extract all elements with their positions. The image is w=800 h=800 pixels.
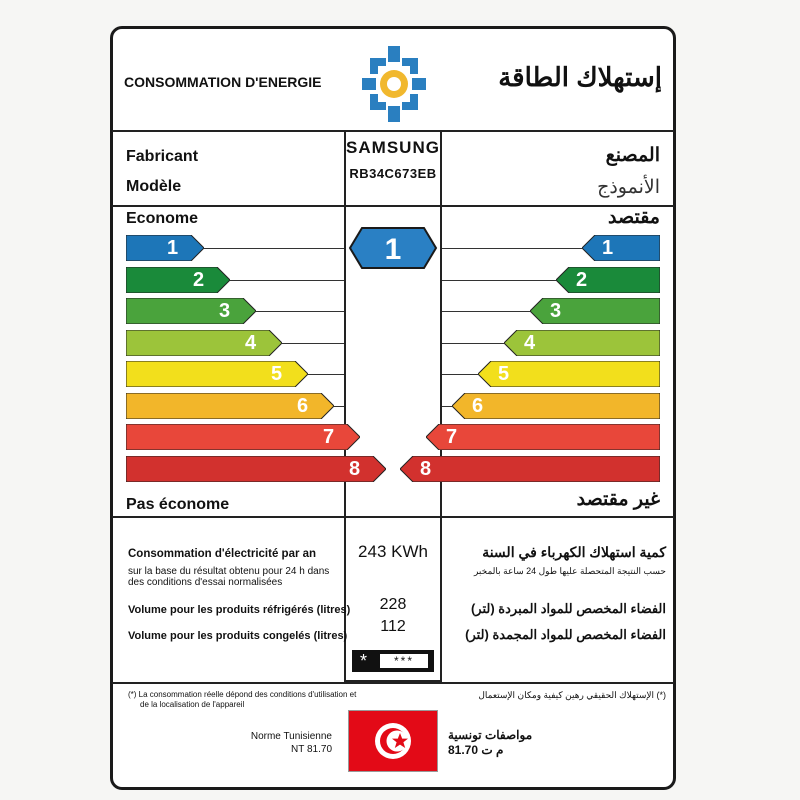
scale-bar-right-label: 5 xyxy=(498,363,510,385)
tunisia-energy-logo-icon xyxy=(358,44,430,124)
footnote-fr-1: (*) La consommation réelle dépond des conditions d'utilisation et xyxy=(128,690,357,699)
scale-bar-left-8 xyxy=(126,456,386,482)
scale-guide-right xyxy=(442,374,478,375)
footnote-fr-2: de la localisation de l'appareil xyxy=(140,700,245,709)
scale-bar-left-label: 3 xyxy=(219,300,231,322)
freezer-volume-label-ar: الفضاء المخصص للمواد المجمدة (لتر) xyxy=(465,627,666,642)
rating-value: 1 xyxy=(384,233,402,266)
scale-guide-right xyxy=(442,248,582,249)
norm-ar xyxy=(448,728,532,758)
divider-scale-top xyxy=(112,205,674,207)
divider-footnote xyxy=(112,682,674,684)
norm-ar-line-2: م ت 81.70 xyxy=(448,743,504,757)
norm-fr-line-2: NT 81.70 xyxy=(291,744,332,755)
manufacturer-label-fr: Fabricant xyxy=(126,148,199,165)
scale-guide-right xyxy=(442,406,452,407)
scale-bar-right-label: 4 xyxy=(524,332,536,354)
consumption-note-ar: حسب النتيجة المتحصلة عليها طول 24 ساعة بالمخبر xyxy=(473,566,666,576)
scale-bar-left-7 xyxy=(126,424,360,450)
scale-bar-left-label: 7 xyxy=(323,426,335,448)
scale-bar-right-7 xyxy=(426,424,660,450)
scale-bar-right-label: 1 xyxy=(602,237,614,259)
scale-bar-right-label: 6 xyxy=(472,395,484,417)
consumption-note-fr-1: sur la base du résultat obtenu pour 24 h dans xyxy=(128,566,330,577)
scale-guide-left xyxy=(230,280,344,281)
scale-bar-right-8 xyxy=(400,456,660,482)
scale-bar-right-1 xyxy=(582,235,660,261)
fridge-volume-label-fr: Volume pour les produits réfrigérés (litres) xyxy=(128,604,351,616)
inefficient-label-fr: Pas économe xyxy=(126,496,230,513)
scale-bar-right-label: 3 xyxy=(550,300,562,322)
scale-bar-right-label: 8 xyxy=(420,458,432,480)
scale-bar-right-5 xyxy=(478,361,660,387)
model-label-ar: الأنموذج xyxy=(597,177,660,198)
scale-bar-left-label: 4 xyxy=(245,332,257,354)
scale-bar-left-label: 5 xyxy=(271,363,283,385)
scale-guide-left xyxy=(282,343,344,344)
fridge-volume-label-ar: الفضاء المخصص للمواد المبردة (لتر) xyxy=(470,601,666,616)
freezer-big-star-icon: * xyxy=(360,651,368,671)
model-value: RB34C673EB xyxy=(349,166,437,181)
freezer-star-rating xyxy=(352,650,434,672)
consumption-label-fr: Consommation d'électricité par an xyxy=(128,548,317,560)
scale-bar-right-label: 2 xyxy=(576,269,588,291)
scale-bar-left-1 xyxy=(126,235,204,261)
scale-bar-right-3 xyxy=(530,298,660,324)
consumption-label-ar: كمية استهلاك الكهرباء في السنة xyxy=(482,544,666,560)
scale-guide-right xyxy=(442,280,556,281)
scale-guide-left xyxy=(334,406,344,407)
scale-guide-left xyxy=(256,311,344,312)
scale-guide-right xyxy=(442,311,530,312)
scale-bar-left-3 xyxy=(126,298,256,324)
efficient-label-ar: مقتصد xyxy=(608,207,660,228)
scale-bar-right-2 xyxy=(556,267,660,293)
scale-bar-right-label: 7 xyxy=(446,426,458,448)
norm-ar-line-1: مواصفات تونسية xyxy=(448,728,533,742)
scale-bar-right-4 xyxy=(504,330,660,356)
scale-bar-left-label: 6 xyxy=(297,395,309,417)
scale-guide-left xyxy=(308,374,344,375)
freezer-volume-value: 112 xyxy=(380,618,406,635)
scale-bar-left-label: 1 xyxy=(167,237,179,259)
scale-bar-left-4 xyxy=(126,330,282,356)
title-french: CONSOMMATION D'ENERGIE xyxy=(124,74,322,90)
efficient-label-fr: Econome xyxy=(126,210,199,227)
rating-arrow xyxy=(348,226,438,275)
scale-bar-left-label: 2 xyxy=(193,269,205,291)
manufacturer-label-ar: المصنع xyxy=(605,145,660,166)
consumption-value: 243 KWh xyxy=(358,542,428,561)
freezer-small-stars-icon: *** xyxy=(380,654,428,668)
scale-bar-left-2 xyxy=(126,267,230,293)
scale-bar-left-label: 8 xyxy=(349,458,361,480)
freezer-volume-label-fr: Volume pour les produits congelés (litres) xyxy=(128,630,348,642)
consumption-note-fr-2: des conditions d'essai normalisées xyxy=(128,577,283,588)
title-arabic: إستهلاك الطاقة xyxy=(498,62,662,92)
norm-fr xyxy=(214,730,332,756)
scale-bar-left-6 xyxy=(126,393,334,419)
footnote-ar: (*) الإستهلاك الحقيقي رهين كيفية ومكان الإستعمال xyxy=(478,690,666,700)
model-label-fr: Modèle xyxy=(126,178,182,195)
scale-guide-left xyxy=(204,248,344,249)
fridge-volume-value: 228 xyxy=(379,596,407,613)
scale-bar-right-6 xyxy=(452,393,660,419)
scale-guide-right xyxy=(442,343,504,344)
manufacturer-value: SAMSUNG xyxy=(346,138,440,157)
inefficient-label-ar: غير مقتصد xyxy=(576,489,660,510)
scale-bar-left-5 xyxy=(126,361,308,387)
divider-top xyxy=(112,130,674,132)
norm-fr-line-1: Norme Tunisienne xyxy=(250,731,332,742)
tunisian-flag-icon xyxy=(348,710,438,772)
divider-scale-bottom xyxy=(112,516,674,518)
